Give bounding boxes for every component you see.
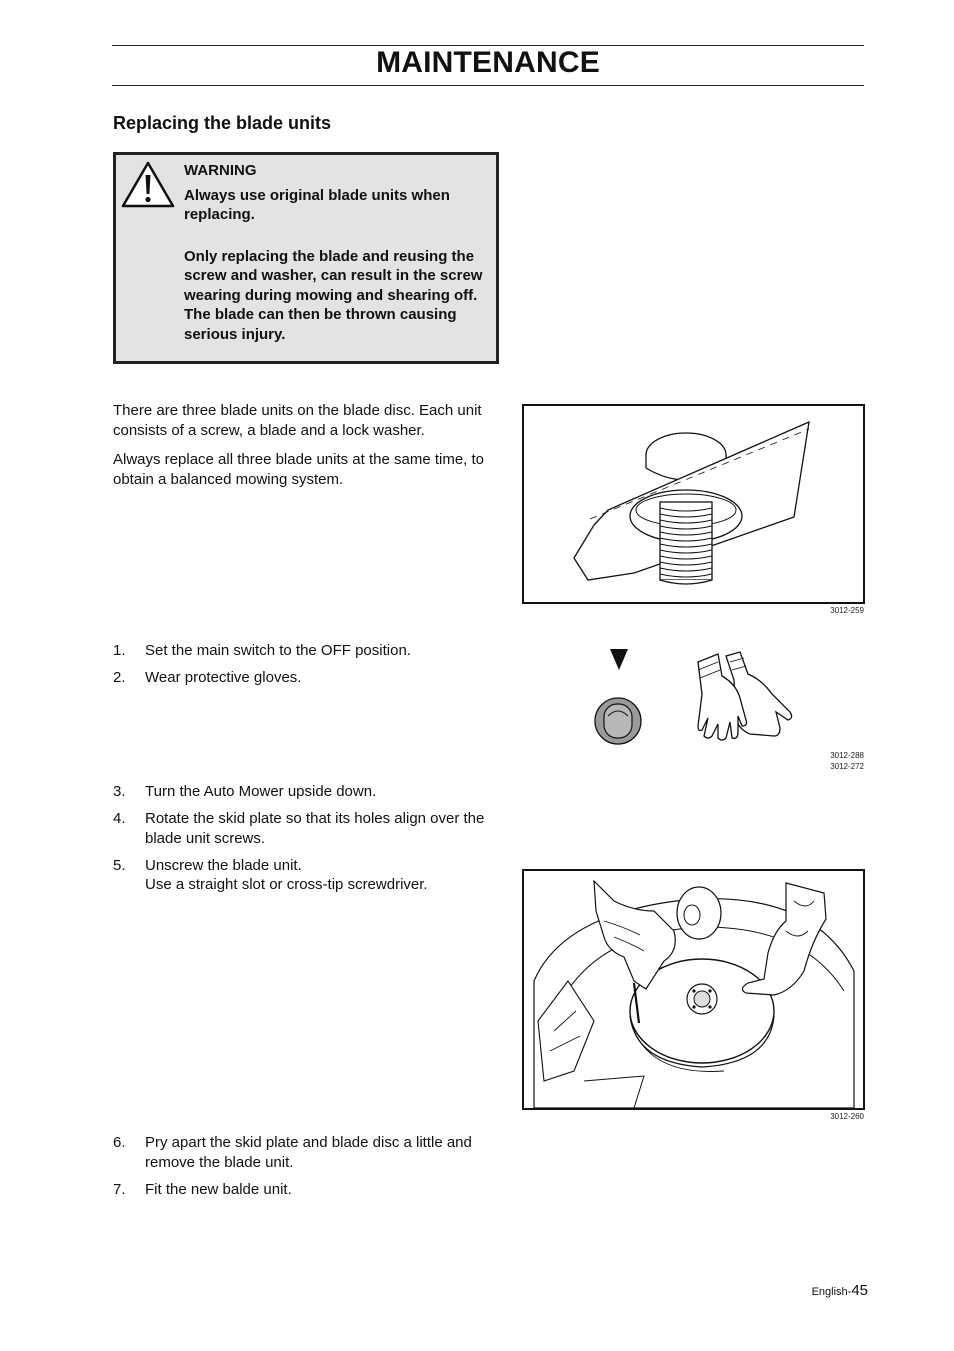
warning-text (184, 161, 496, 344)
page-footer (812, 1282, 868, 1299)
list-item: 1. Set the main switch to the OFF position. (113, 642, 411, 659)
intro-paragraph-1: There are three blade units on the blade disc. Each unit consists of a screw, a blade and a lock washer. (113, 402, 482, 439)
main-switch-illustration (590, 646, 646, 746)
steps-list-c (113, 1133, 505, 1207)
page-header-title: MAINTENANCE (376, 46, 600, 79)
unscrew-blade-figure (522, 869, 865, 1110)
warning-paragraph-2: Only replacing the blade and reusing the screw and washer, can result in the screw wearing during mowing and shearing off. The blade can then be thrown causing serious injury. (184, 247, 483, 343)
page-number: 45 (851, 1282, 868, 1299)
section-title: Replacing the blade units (113, 113, 332, 133)
steps-list-a (113, 641, 505, 695)
intro-text (113, 401, 503, 499)
warning-heading: WARNING (184, 162, 257, 179)
warning-box (113, 152, 499, 364)
figure-code-unscrew: 3012-260 (830, 1112, 864, 1121)
warning-triangle-icon (121, 160, 175, 208)
list-item: 6. Pry apart the skid plate and blade disc a little and remove the blade unit. (113, 1134, 472, 1171)
list-item: 5. Unscrew the blade unit. Use a straight slot or cross-tip screwdriver. (113, 856, 428, 893)
figure-code-blade-unit: 3012-259 (830, 606, 864, 615)
unscrew-illustration (524, 871, 863, 1108)
list-item: 7. Fit the new balde unit. (113, 1180, 292, 1198)
steps-list-b (113, 782, 505, 902)
header-bottom-rule (112, 85, 864, 86)
blade-unit-illustration (524, 406, 863, 602)
list-item: 3. Turn the Auto Mower upside down. (113, 783, 377, 800)
intro-paragraph-2: Always replace all three blade units at the same time, to obtain a balanced mowing system. (113, 451, 485, 488)
list-item: 4. Rotate the skid plate so that its holes align over the blade unit screws. (113, 810, 485, 847)
warning-paragraph-1: Always use original blade units when replacing. (184, 186, 450, 223)
list-item: 2. Wear protective gloves. (113, 669, 302, 686)
figure-code-switch-gloves: 3012-288 3012-272 (830, 751, 864, 771)
blade-unit-figure (522, 404, 865, 604)
footer-language: English- (811, 1286, 852, 1298)
protective-gloves-icon (690, 650, 796, 745)
down-arrow-icon (610, 649, 628, 670)
